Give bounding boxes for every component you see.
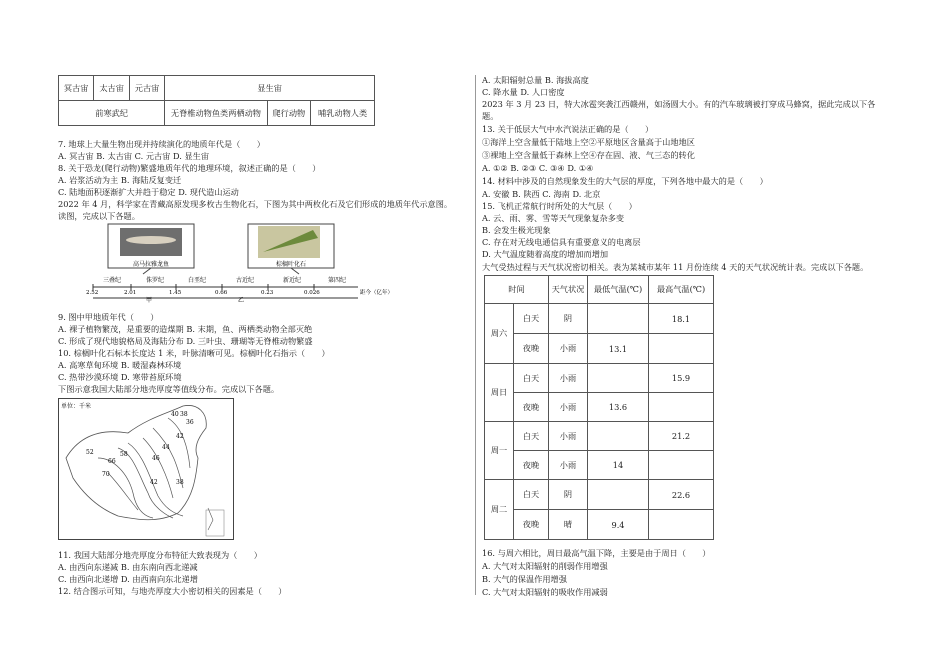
fossil-timeline-figure (58, 222, 418, 304)
contour-label: 52 (86, 449, 94, 456)
day-cell: 周一 (485, 422, 514, 480)
period-label: 古近纪 (236, 277, 255, 284)
table-cell: 小雨 (549, 364, 588, 393)
contour-label: 42 (176, 433, 184, 440)
contour-label: 70 (102, 471, 110, 478)
question-line: A. 大气对太阳辐射的削弱作用增强 (482, 561, 608, 571)
question-line: C. 形成了现代地貌格局及海陆分布 D. 三叶虫、珊瑚等无脊椎动物繁盛 (58, 336, 313, 346)
tick-label: 0.66 (215, 290, 228, 296)
table-cell (588, 364, 649, 393)
question-line: 读图，完成以下各题。 (58, 211, 140, 221)
table-cell: 夜晚 (514, 393, 549, 422)
table-header: 时间 (485, 276, 549, 304)
question-line: 9. 图中甲地质年代（ ） (58, 312, 159, 322)
table-cell: 晴 (549, 510, 588, 540)
question-line: A. 冥古宙 B. 太古宙 C. 元古宙 D. 显生宙 (58, 151, 210, 161)
tick-label: 1.45 (169, 290, 182, 296)
tick-label: 2.52 (86, 290, 99, 296)
table-cell (649, 451, 714, 480)
table-cell (649, 393, 714, 422)
question-line: A. 裸子植物繁茂，是重要的造煤期 B. 末期，鱼、两栖类动物全部灭绝 (58, 324, 313, 334)
question-line: 12. 结合图示可知，与地壳厚度大小密切相关的因素是（ ） (58, 586, 287, 596)
axis-unit: 距今（亿年） (360, 290, 394, 296)
table-cell: 阴 (549, 304, 588, 334)
contour-label: 46 (152, 455, 160, 462)
question-line: 大气受热过程与天气状况密切相关。表为某城市某年 11 月份连续 4 天的天气状况统计表。完成以下各题。 (482, 262, 869, 272)
table-cell: 阴 (549, 480, 588, 510)
period-label: 新近纪 (283, 277, 302, 284)
question-line: 题。 (482, 111, 499, 121)
table-cell (649, 510, 714, 540)
question-line: ③裸地上空含量低于森林上空④存在固、液、气三态的转化 (482, 150, 695, 160)
table-row (485, 334, 714, 364)
question-line: A. 高寒草甸环境 B. 暖湿森林环境 (58, 360, 182, 370)
crust-thickness-map (58, 398, 234, 540)
tick-label: 2.01 (124, 290, 137, 296)
question-line: A. 岩浆活动为主 B. 海陆反复变迁 (58, 175, 182, 185)
table-cell: 夜晚 (514, 334, 549, 364)
table-cell: 白天 (514, 364, 549, 393)
weather-table (484, 275, 714, 540)
table-cell (649, 334, 714, 364)
table-cell: 21.2 (649, 422, 714, 451)
question-line: A. 云、雨、雾、雪等天气现象复杂多变 (482, 213, 625, 223)
question-line: 2022 年 4 月，科学家在青藏高原发现多枚古生物化石，下图为其中两枚化石及它们形成的地质年代示意图。 (58, 199, 453, 209)
table-row (485, 422, 714, 451)
table-cell (588, 304, 649, 334)
table-cell (588, 480, 649, 510)
column-divider (475, 75, 476, 595)
table-cell: 9.4 (588, 510, 649, 540)
table-cell: 13.6 (588, 393, 649, 422)
table-cell: 无脊椎动物鱼类两栖动物 (165, 101, 267, 126)
question-line: B. 会发生极光现象 (482, 225, 551, 235)
table-cell: 14 (588, 451, 649, 480)
table-cell: 22.6 (649, 480, 714, 510)
table-row (485, 393, 714, 422)
question-line: 下图示意我国大陆部分地壳厚度等值线分布。完成以下各题。 (58, 384, 280, 394)
contour-label: 42 (150, 479, 158, 486)
contour-label: 44 (162, 444, 170, 451)
era-yi-label: 乙 (238, 297, 245, 304)
period-label: 三叠纪 (103, 277, 122, 284)
contour-label: 38 (180, 411, 188, 418)
tick-label: 0.026 (304, 290, 320, 296)
table-cell: 夜晚 (514, 510, 549, 540)
day-cell: 周日 (485, 364, 514, 422)
table-row (485, 510, 714, 540)
table-cell: 小雨 (549, 334, 588, 364)
question-line: A. 由西向东递减 B. 由东南向西北递减 (58, 562, 198, 572)
question-line: D. 大气温度随着高度的增加而增加 (482, 249, 609, 259)
table-row (485, 364, 714, 393)
question-line: A. 安徽 B. 陕西 C. 海南 D. 北京 (482, 189, 601, 199)
era-jia-label: 甲 (146, 297, 153, 304)
question-line: 13. 关于低层大气中水汽说法正确的是（ ） (482, 124, 654, 134)
table-header: 天气状况 (549, 276, 588, 304)
day-cell: 周六 (485, 304, 514, 364)
fossil1-label: 高马拉雅龙鱼 (132, 261, 170, 268)
day-cell: 周二 (485, 480, 514, 540)
question-line: C. 热带沙漠环境 D. 寒带苔原环境 (58, 372, 182, 382)
period-label: 侏罗纪 (146, 277, 165, 284)
table-cell: 小雨 (549, 393, 588, 422)
table-cell: 前寒武纪 (59, 101, 165, 126)
table-cell (588, 422, 649, 451)
table-cell: 白天 (514, 304, 549, 334)
question-line: ①海洋上空含量低于陆地上空②平原地区含量高于山地地区 (482, 137, 695, 147)
table-cell: 15.9 (649, 364, 714, 393)
contour-label: 38 (176, 479, 184, 486)
table-cell: 哺乳动物人类 (311, 101, 375, 126)
question-line: 11. 我国大陆部分地壳厚度分布特征大致表现为（ ） (58, 550, 262, 560)
contour-label: 58 (120, 451, 128, 458)
table-cell: 13.1 (588, 334, 649, 364)
question-line: B. 大气的保温作用增强 (482, 574, 567, 584)
tick-label: 0.23 (261, 290, 274, 296)
table-cell: 爬行动物 (267, 101, 311, 126)
question-line: A. ①② B. ②③ C. ③④ D. ①④ (482, 163, 594, 173)
geologic-table (58, 75, 375, 126)
table-cell: 显生宙 (165, 76, 375, 101)
question-line: C. 由西向北递增 D. 由西南向东北递增 (58, 574, 198, 584)
table-cell: 白天 (514, 422, 549, 451)
table-cell: 18.1 (649, 304, 714, 334)
contour-label: 36 (186, 419, 194, 426)
period-label: 第四纪 (328, 277, 347, 284)
table-row (485, 304, 714, 334)
question-line: 7. 地球上大量生物出现并持续演化的地质年代是（ ） (58, 139, 265, 149)
question-line: C. 存在对无线电通信具有重要意义的电离层 (482, 237, 641, 247)
table-cell: 元古宙 (129, 76, 164, 101)
table-cell: 小雨 (549, 451, 588, 480)
question-line: 8. 关于恐龙(爬行动物)繁盛地质年代的地理环境，叙述正确的是（ ） (58, 163, 321, 173)
period-label: 白垩纪 (188, 277, 207, 284)
question-line: C. 降水量 D. 人口密度 (482, 87, 565, 97)
question-line: C. 陆地面积逐渐扩大并趋于稳定 D. 现代造山运动 (58, 187, 239, 197)
table-header: 最高气温(℃) (649, 276, 714, 304)
question-line: A. 太阳辐射总量 B. 海拔高度 (482, 75, 589, 85)
contour-label: 66 (108, 458, 116, 465)
table-cell: 白天 (514, 480, 549, 510)
question-line: 2023 年 3 月 23 日，特大冰雹突袭江西赣州，如汤圆大小。有的汽车玻璃被打穿成马蜂窝，据此完成以下各 (482, 99, 876, 109)
fossil2-label: 棕榈叶化石 (275, 261, 307, 268)
question-line: 15. 飞机正常航行时所处的大气层（ ） (482, 201, 637, 211)
table-cell: 夜晚 (514, 451, 549, 480)
table-row (485, 451, 714, 480)
table-cell: 太古宙 (94, 76, 129, 101)
table-cell: 小雨 (549, 422, 588, 451)
question-line: 16. 与周六相比，周日最高气温下降，主要是由于周日（ ） (482, 548, 711, 558)
question-line: 10. 棕榈叶化石标本长度达 1 米，叶脉清晰可见。棕榈叶化石指示（ ） (58, 348, 330, 358)
question-line: 14. 材料中涉及的自然现象发生的大气层的厚度，下列各地中最大的是（ ） (482, 176, 768, 186)
contour-label: 40 (171, 411, 179, 418)
map-unit-label: 单位：千米 (61, 403, 92, 410)
table-header: 最低气温(℃) (588, 276, 649, 304)
table-row (485, 480, 714, 510)
question-line: C. 大气对太阳辐射的吸收作用减弱 (482, 587, 608, 597)
table-cell: 冥古宙 (59, 76, 94, 101)
